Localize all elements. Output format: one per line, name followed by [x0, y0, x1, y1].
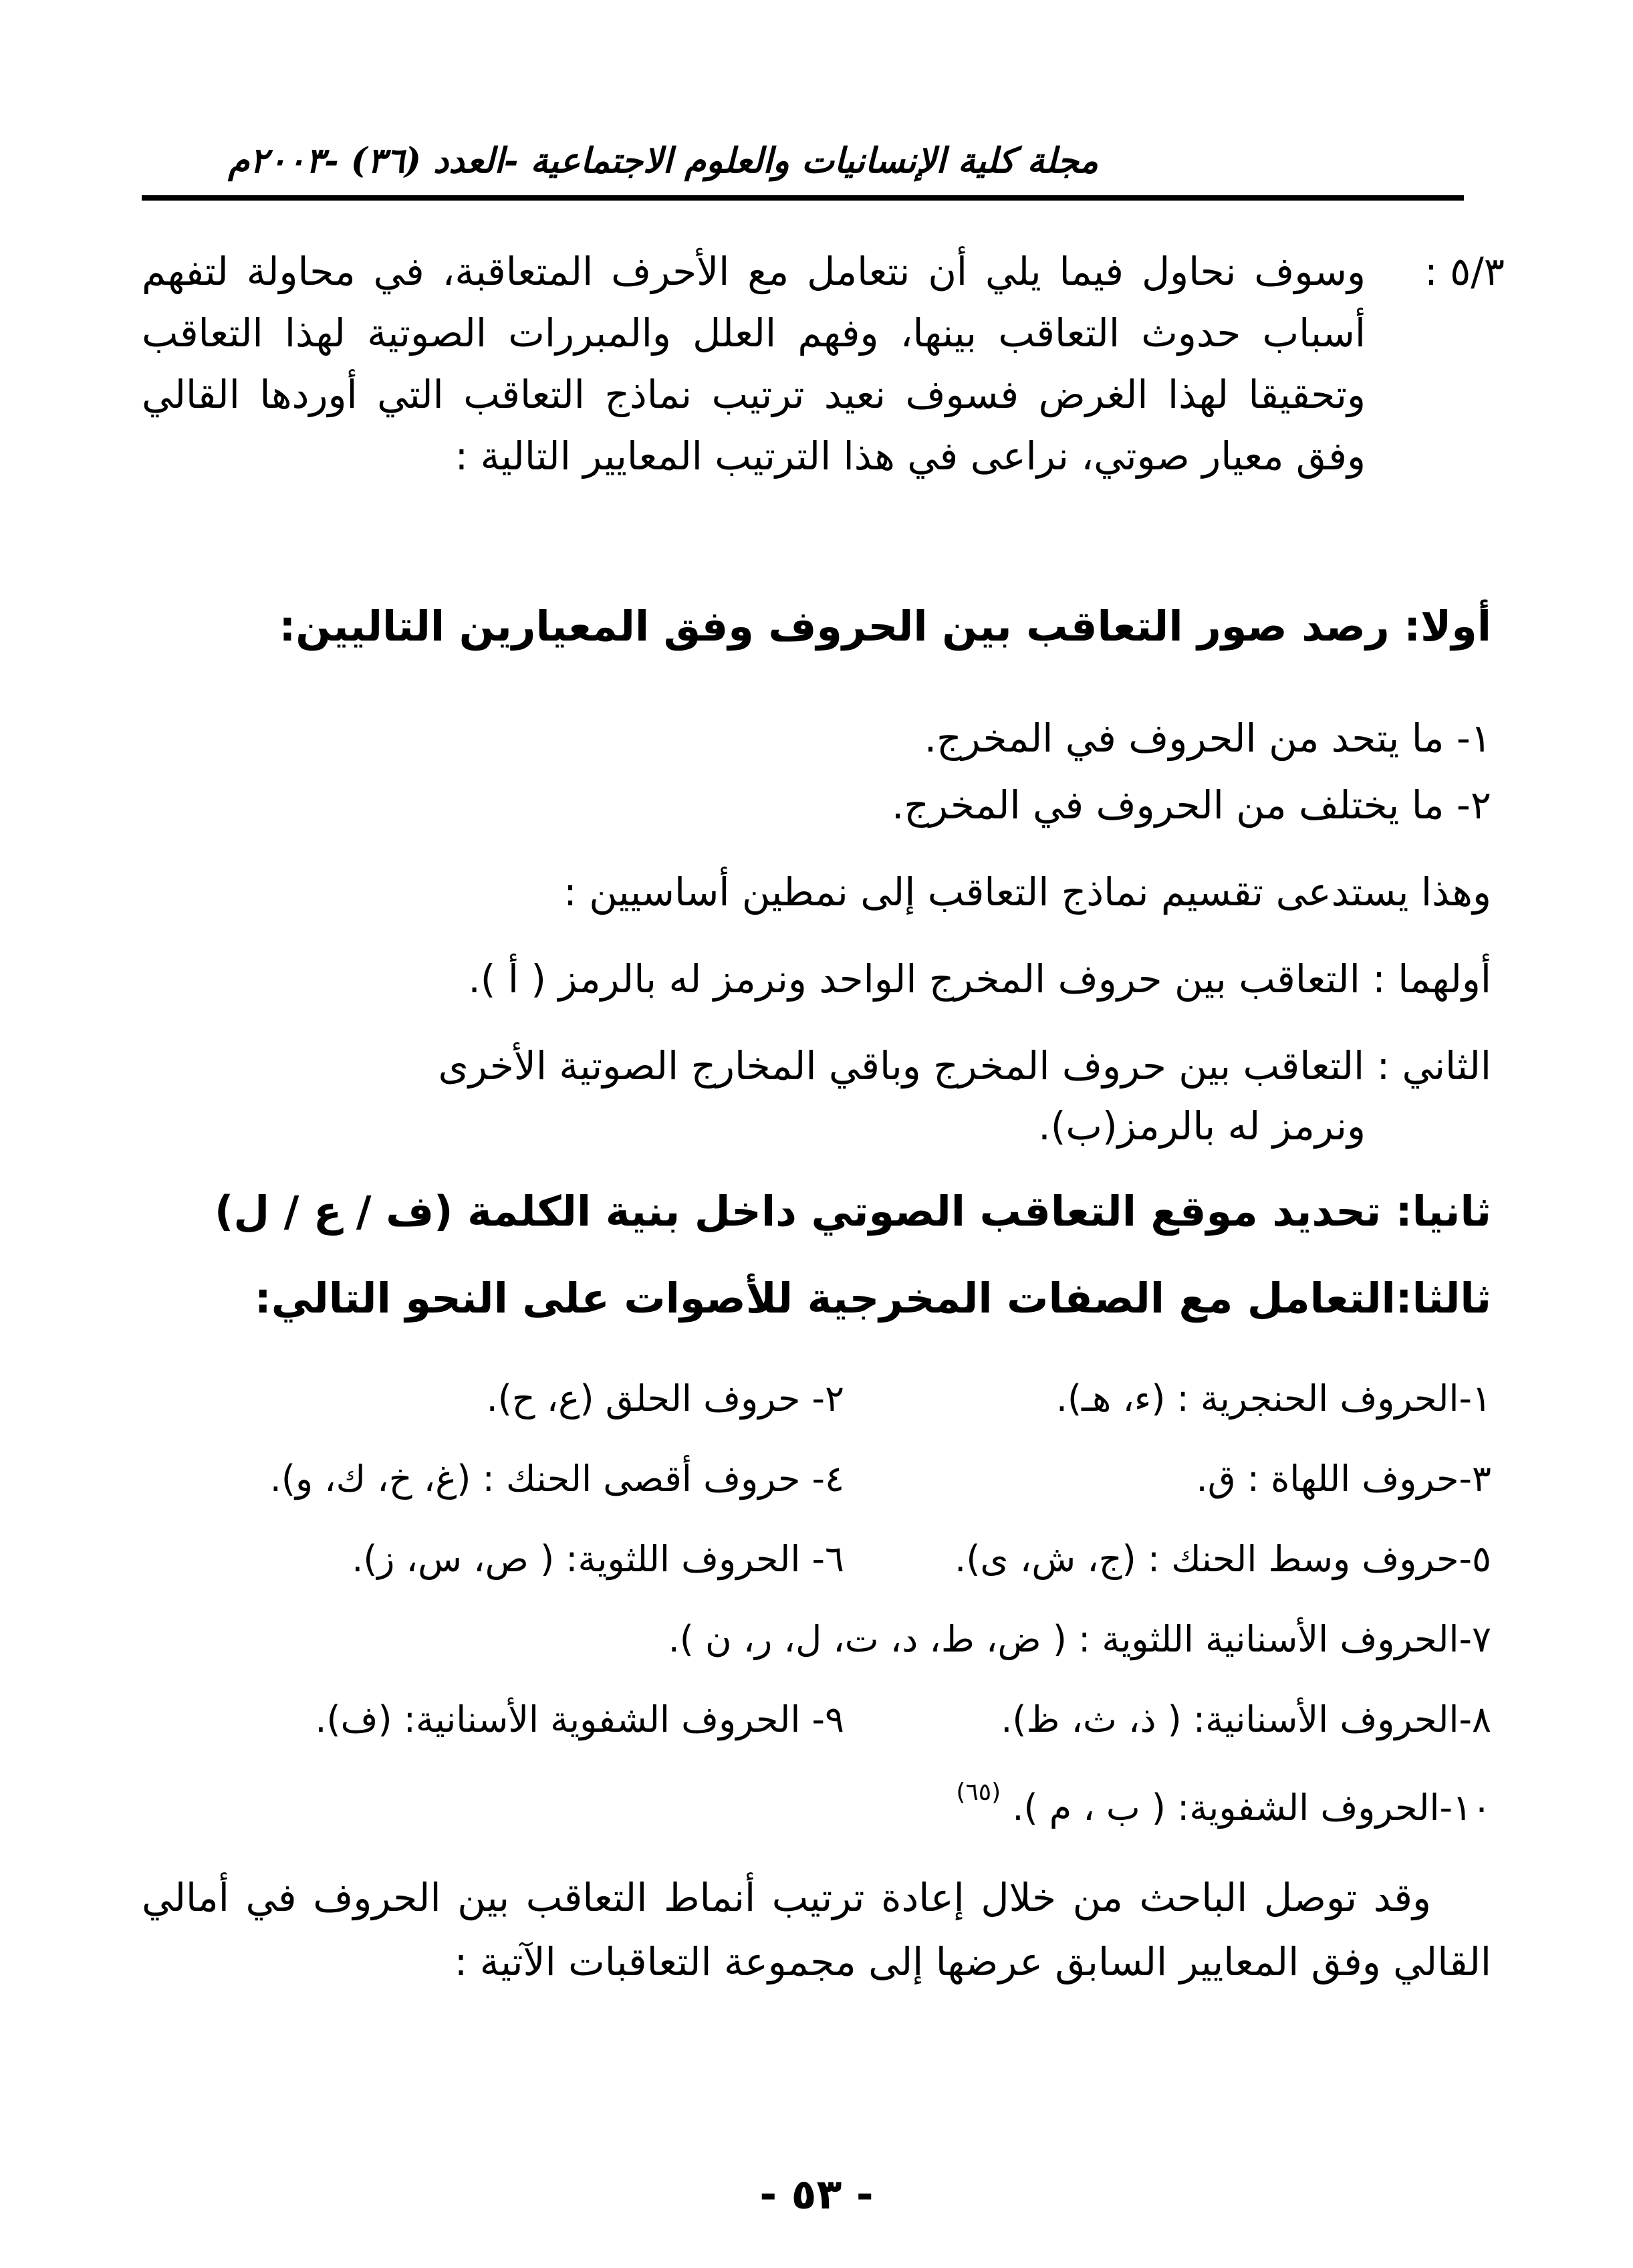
articulation-item-10-text: ١٠-الحروف الشفوية: ( ب ، م ).: [1012, 1787, 1491, 1829]
header-rule: [142, 195, 1464, 201]
page-number: - ٥٣ -: [759, 2170, 874, 2219]
journal-header: مجلة كلية الإنسانيات والعلوم الاجتماعية -العدد (٣٦) -٢٠٠٣م: [228, 140, 1098, 181]
section-number: ٥/٣ :: [1424, 249, 1505, 294]
criterion-item-1: ١- ما يتحد من الحروف في المخرج.: [924, 715, 1491, 761]
type-a-definition: أولهما : التعاقب بين حروف المخرج الواحد ونرمز له بالرمز ( أ ).: [468, 956, 1491, 1002]
closing-paragraph: وقد توصل الباحث من خلال إعادة ترتيب أنماط التعاقب بين الحروف في أمالي القالي وفق المعايير السابق عرضها إلى مجموعة التعاقبات الآتية :: [142, 1875, 1491, 1984]
second-criterion-heading: ثانيا: تحديد موقع التعاقب الصوتي داخل بنية الكلمة (ف / ع / ل): [215, 1187, 1491, 1236]
criterion-item-2: ٢- ما يختلف من الحروف في المخرج.: [891, 782, 1491, 828]
type-b-definition-line2: ونرمز له بالرمز(ب).: [1038, 1103, 1366, 1149]
articulation-item-7: ٧-الحروف الأسنانية اللثوية : ( ض، ط، د، ت، ل، ر، ن ).: [668, 1618, 1491, 1660]
intro-paragraph: وسوف نحاول فيما يلي أن نتعامل مع الأحرف المتعاقبة، في محاولة لتفهم أسباب حدوث التعاقب بينها، وفهم العلل والمبررات الصوتية لهذا التعاقب وتحقيقا لهذا الغرض فسوف نعيد ترتيب نماذج التعاقب التي أوردها القالي وفق معيار صوتي، نراعى في هذا الترتيب المعايير التالية :: [142, 249, 1366, 479]
articulation-item-10: [956, 1779, 1491, 1829]
first-criterion-heading: أولا: رصد صور التعاقب بين الحروف وفق المعيارين التاليين:: [279, 602, 1491, 651]
footnote-reference: (٦٥): [956, 1779, 1001, 1806]
articulation-item-1: ١-الحروف الحنجرية : (ء، هـ).: [1055, 1377, 1491, 1420]
articulation-item-2: ٢- حروف الحلق (ع، ح).: [486, 1377, 844, 1420]
articulation-item-5: ٥-حروف وسط الحنك : (ج، ش، ى).: [955, 1538, 1491, 1580]
articulation-item-6: ٦- الحروف اللثوية: ( ص، س، ز).: [352, 1538, 844, 1580]
division-sentence: وهذا يستدعى تقسيم نماذج التعاقب إلى نمطين أساسيين :: [563, 869, 1491, 915]
articulation-item-9: ٩- الحروف الشفوية الأسنانية: (ف).: [315, 1698, 844, 1740]
third-criterion-heading: ثالثا:التعامل مع الصفات المخرجية للأصوات على النحو التالي:: [254, 1274, 1491, 1323]
articulation-item-4: ٤- حروف أقصى الحنك : (غ، خ، ك، و).: [269, 1458, 844, 1500]
articulation-item-8: ٨-الحروف الأسنانية: ( ذ، ث، ظ).: [1001, 1698, 1491, 1740]
type-b-definition-line1: الثاني : التعاقب بين حروف المخرج وباقي المخارج الصوتية الأخرى: [438, 1043, 1491, 1089]
articulation-item-3: ٣-حروف اللهاة : ق.: [1196, 1458, 1491, 1500]
